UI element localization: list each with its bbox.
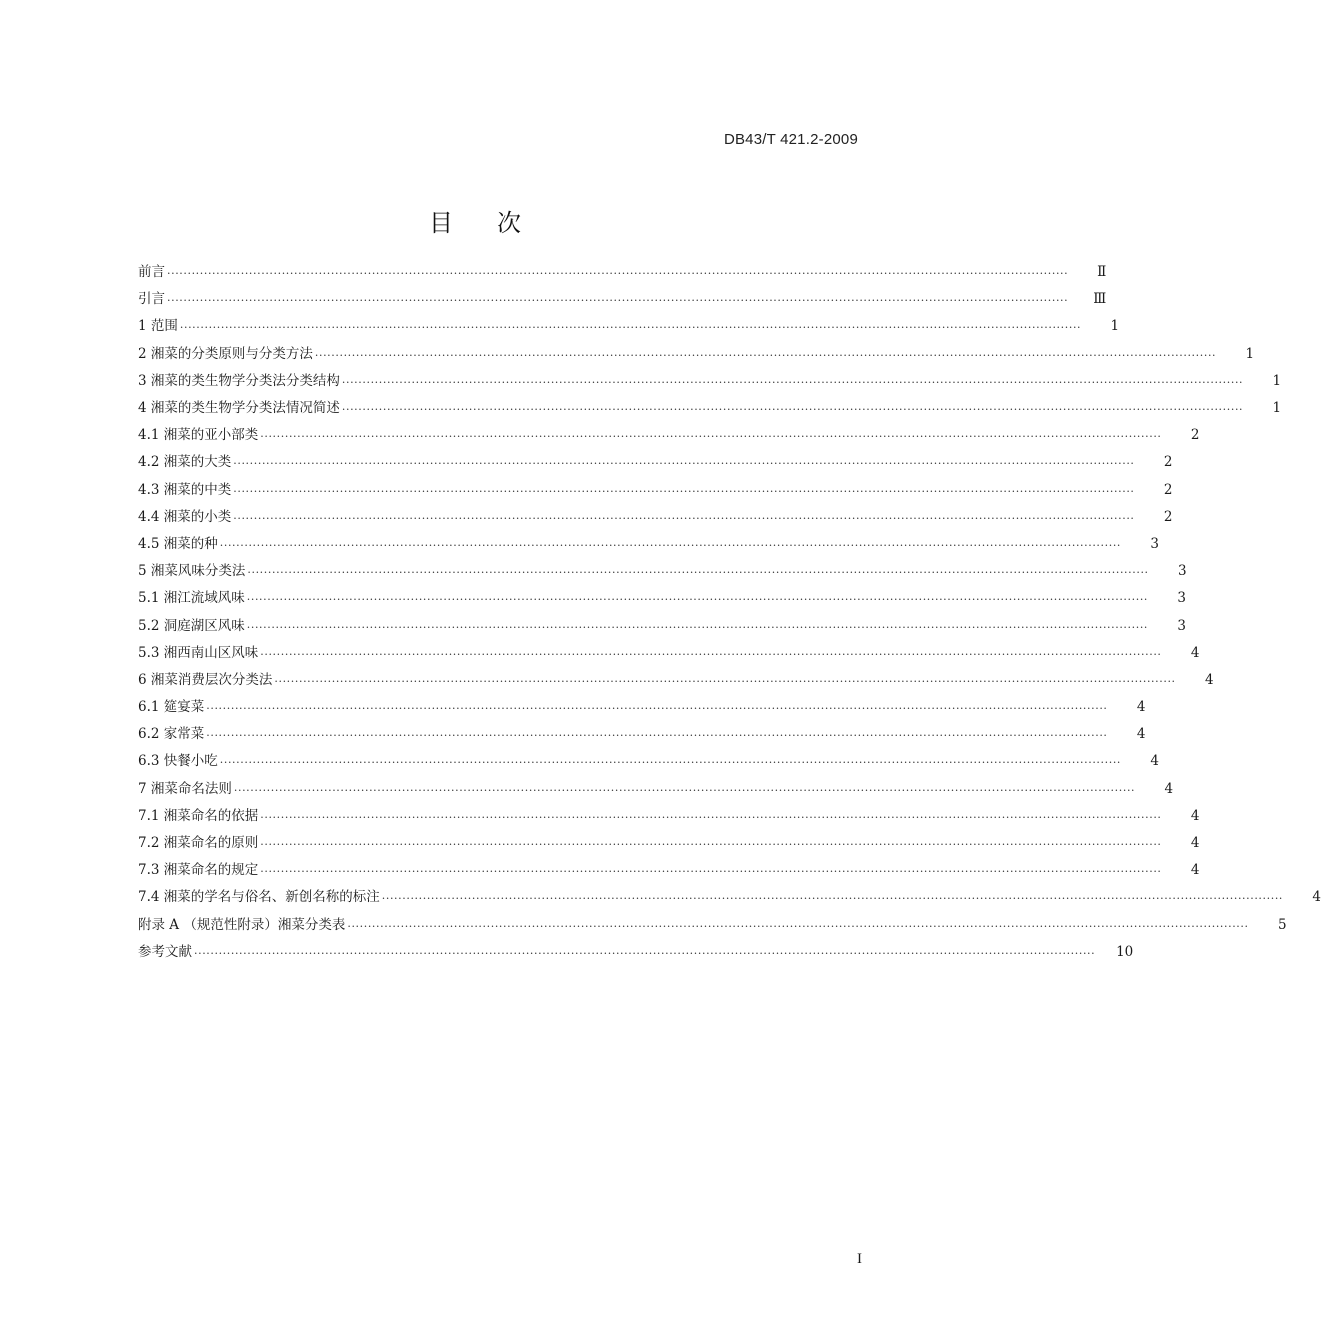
toc-leader-dots: ···························································································································································································································· [194,946,1096,960]
toc-leader-dots: ···························································································································································································································· [206,702,1108,716]
toc-entry-page: 4 [1190,835,1200,852]
toc-entry-page: 4 [1190,644,1200,661]
toc-entry[interactable] [138,721,1146,748]
toc-leader-dots: ···························································································································································································································· [260,430,1162,444]
toc-entry-page: 4 [1136,699,1146,716]
toc-entry-page: 4 [1164,780,1174,797]
toc-entry-label: 5.3 湘西南山区风味 [138,644,259,661]
toc-entry[interactable] [138,286,1107,313]
toc-entry-page: 1 [1272,400,1282,417]
page-title [0,203,950,238]
toc-entry-page: 4 [1205,671,1214,688]
toc-entry-page: 3 [1177,617,1187,634]
toc-leader-dots: ···························································································································································································································· [233,511,1135,525]
toc-leader-dots: ···························································································································································································································· [247,566,1149,580]
toc-entry-label: 4.5 湘菜的种 [138,535,218,552]
toc-entry-label: 5.1 湘江流域风味 [138,590,245,607]
toc-entry[interactable] [138,395,1282,422]
toc-entry-page: 2 [1163,454,1173,471]
toc-entry-label: 5.2 洞庭湖区风味 [138,617,245,634]
document-code: DB43/T 421.2-2009 [723,131,858,148]
toc-entry[interactable] [138,558,1187,585]
page-title-part-1: 目 [429,209,453,237]
toc-entry-label: 4.4 湘菜的小类 [138,508,232,525]
toc-leader-dots: ···························································································································································································································· [260,865,1162,879]
toc-leader-dots: ···························································································································································································································· [274,674,1176,688]
toc-entry-page: 1 [1272,372,1282,389]
toc-entry-label: 4.2 湘菜的大类 [138,454,232,471]
toc-entry[interactable] [138,776,1174,803]
toc-leader-dots: ···························································································································································································································· [219,756,1122,770]
toc-entry[interactable] [138,939,1134,966]
toc-entry-label: 3 湘菜的类生物学分类法分类结构 [138,372,340,389]
toc-entry[interactable] [138,504,1173,531]
toc-entry[interactable] [138,884,1322,911]
table-of-contents [138,259,1322,966]
toc-entry[interactable] [138,313,1120,340]
toc-entry-page: 5 [1278,916,1287,933]
footer-page-number: I [857,1251,862,1267]
toc-entry-label: 6 湘菜消费层次分类法 [138,671,273,688]
toc-leader-dots: ···························································································································································································································· [219,538,1122,552]
toc-entry-label: 4.1 湘菜的亚小部类 [138,427,259,444]
toc-entry-page: 2 [1163,508,1173,525]
toc-leader-dots: ···························································································································································································································· [314,348,1217,362]
toc-entry-label: 6.3 快餐小吃 [138,753,218,770]
toc-entry[interactable] [138,857,1200,884]
toc-entry-label: 4.3 湘菜的中类 [138,481,232,498]
toc-leader-dots: ···························································································································································································································· [260,647,1162,661]
toc-entry[interactable] [138,748,1160,775]
toc-entry[interactable] [138,694,1146,721]
toc-leader-dots: ···························································································································································································································· [206,729,1108,743]
toc-entry-page: 2 [1190,427,1200,444]
toc-leader-dots: ···························································································································································································································· [381,892,1284,906]
toc-entry-label: 7.3 湘菜命名的规定 [138,862,259,879]
toc-entry-label: 1 范围 [138,318,178,335]
toc-entry[interactable] [138,531,1160,558]
toc-entry[interactable] [138,912,1287,939]
toc-entry[interactable] [138,667,1214,694]
toc-leader-dots: ···························································································································································································································· [246,620,1149,634]
toc-leader-dots: ···························································································································································································································· [347,919,1249,933]
toc-entry-page: Ⅱ [1097,264,1107,281]
toc-entry[interactable] [138,422,1200,449]
page-title-part-2: 次 [497,209,521,237]
toc-entry-page: 3 [1177,590,1187,607]
toc-entry-page: 4 [1136,726,1146,743]
toc-leader-dots: ···························································································································································································································· [167,294,1069,308]
toc-entry-label: 附录 A （规范性附录）湘菜分类表 [138,916,346,933]
toc-entry[interactable] [138,477,1173,504]
toc-entry[interactable] [138,803,1200,830]
toc-entry[interactable] [138,612,1187,639]
toc-entry[interactable] [138,341,1255,368]
toc-entry[interactable] [138,830,1200,857]
toc-entry-page: 3 [1178,563,1187,580]
toc-entry-label: 引言 [138,291,165,308]
toc-entry-page: 2 [1163,481,1173,498]
toc-entry-label: 7.4 湘菜的学名与俗名、新创名称的标注 [138,889,380,906]
toc-entry-label: 参考文献 [138,943,192,960]
toc-entry-page: Ⅲ [1093,291,1107,308]
toc-entry-page: 1 [1245,345,1255,362]
toc-entry-page: 4 [1190,862,1200,879]
toc-leader-dots: ···························································································································································································································· [246,593,1149,607]
toc-entry-page: 4 [1312,889,1322,906]
toc-leader-dots: ···························································································································································································································· [233,484,1135,498]
toc-leader-dots: ···························································································································································································································· [179,321,1082,335]
toc-entry[interactable] [138,640,1200,667]
toc-entry-label: 7.1 湘菜命名的依据 [138,807,259,824]
toc-leader-dots: ···························································································································································································································· [260,810,1162,824]
toc-entry-page: 10 [1116,943,1134,960]
toc-leader-dots: ···························································································································································································································· [233,783,1136,797]
toc-entry-page: 4 [1190,807,1200,824]
toc-entry[interactable] [138,368,1282,395]
toc-leader-dots: ···························································································································································································································· [341,375,1244,389]
toc-entry-label: 6.2 家常菜 [138,726,205,743]
toc-leader-dots: ···························································································································································································································· [260,838,1162,852]
toc-entry-label: 2 湘菜的分类原则与分类方法 [138,345,313,362]
toc-leader-dots: ···························································································································································································································· [167,267,1069,281]
toc-entry-label: 5 湘菜风味分类法 [138,563,246,580]
toc-entry-label: 6.1 筵宴菜 [138,699,205,716]
toc-leader-dots: ···························································································································································································································· [233,457,1135,471]
toc-entry-page: 4 [1150,753,1160,770]
toc-entry[interactable] [138,259,1107,286]
toc-entry-label: 4 湘菜的类生物学分类法情况简述 [138,400,340,417]
toc-entry[interactable] [138,585,1187,612]
toc-entry-label: 7.2 湘菜命名的原则 [138,835,259,852]
toc-leader-dots: ···························································································································································································································· [341,403,1244,417]
toc-entry-label: 前言 [138,264,165,281]
toc-entry-label: 7 湘菜命名法则 [138,780,232,797]
toc-entry-page: 1 [1110,318,1120,335]
toc-entry[interactable] [138,449,1173,476]
toc-entry-page: 3 [1150,535,1160,552]
